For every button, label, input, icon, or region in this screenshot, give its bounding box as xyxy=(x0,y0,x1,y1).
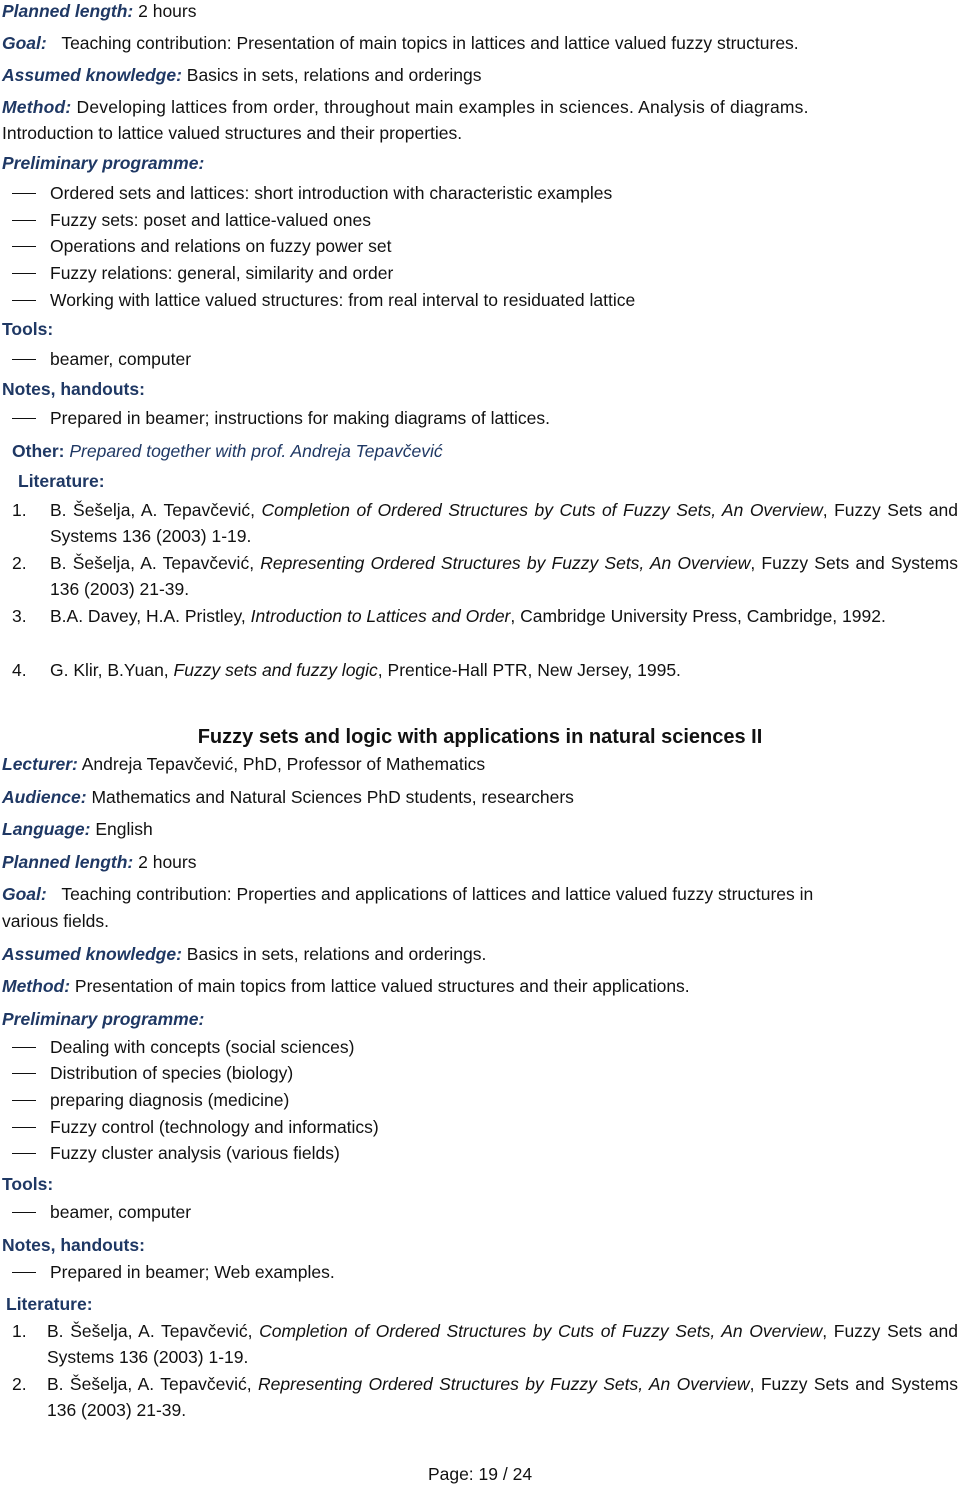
bullet-dash xyxy=(12,193,36,194)
bullet-dash xyxy=(12,1047,36,1048)
assumed-knowledge-value: Basics in sets, relations and orderings xyxy=(181,65,482,85)
audience-value: Mathematics and Natural Sciences PhD students, researchers xyxy=(86,787,574,807)
ref-number: 1. xyxy=(12,1321,27,1341)
bullet-dash xyxy=(12,300,36,301)
programme-item: preparing diagnosis (medicine) xyxy=(50,1090,290,1110)
method-value: Presentation of main topics from lattice valued structures and their applications. xyxy=(70,976,690,996)
method-line xyxy=(2,975,690,997)
bullet-dash xyxy=(12,359,36,360)
planned-length-line xyxy=(2,851,196,873)
planned-length-label: Planned length: xyxy=(2,1,134,21)
lecturer-line xyxy=(2,753,485,775)
goal-line-2: various fields. xyxy=(2,911,109,931)
goal-label: Goal: xyxy=(2,33,47,53)
language-value: English xyxy=(90,819,153,839)
reference-title: Completion of Ordered Structures by Cuts of Fuzzy Sets, An Overview xyxy=(261,500,823,520)
programme-heading: Preliminary programme: xyxy=(2,1009,205,1029)
language-line xyxy=(2,818,153,840)
programme-item: Operations and relations on fuzzy power set xyxy=(50,236,392,256)
notes-heading: Notes, handouts: xyxy=(2,379,145,399)
notes-heading: Notes, handouts: xyxy=(2,1235,145,1255)
programme-item: Dealing with concepts (social sciences) xyxy=(50,1037,355,1057)
reference-title: Introduction to Lattices and Order xyxy=(250,606,511,626)
programme-item: Working with lattice valued structures: from real interval to residuated lattice xyxy=(50,290,636,310)
tools-item: beamer, computer xyxy=(50,349,192,369)
method-line-2: Introduction to lattice valued structures and their properties. xyxy=(2,123,463,143)
method-line xyxy=(2,96,809,118)
programme-item: Distribution of species (biology) xyxy=(50,1063,294,1083)
programme-item: Ordered sets and lattices: short introduction with characteristic examples xyxy=(50,183,613,203)
programme-heading: Preliminary programme: xyxy=(2,153,205,173)
ref-number: 2. xyxy=(12,553,27,573)
assumed-knowledge-value: Basics in sets, relations and orderings. xyxy=(181,944,487,964)
goal-value: Teaching contribution: Presentation of main topics in lattices and lattice valued fuzzy structures. xyxy=(61,33,799,53)
audience-line xyxy=(2,786,574,808)
planned-length-label: Planned length: xyxy=(2,852,134,872)
assumed-knowledge-label: Assumed knowledge: xyxy=(2,944,182,964)
method-label: Method: xyxy=(2,976,71,996)
programme-item: Fuzzy relations: general, similarity and order xyxy=(50,263,394,283)
other-value: Prepared together with prof. Andreja Tepavčević xyxy=(64,441,443,461)
assumed-knowledge-line xyxy=(2,943,486,965)
reference-item: B. Šešelja, A. Tepavčević, Completion of Ordered Structures by Cuts of Fuzzy Sets, An Overview, Fuzzy Sets and Systems 136 (2003) 1-19. xyxy=(47,1321,958,1367)
reference-title: Completion of Ordered Structures by Cuts of Fuzzy Sets, An Overview xyxy=(259,1321,823,1341)
notes-item: Prepared in beamer; Web examples. xyxy=(50,1262,335,1282)
bullet-dash xyxy=(12,1100,36,1101)
page-number-footer: Page: 19 / 24 xyxy=(427,1464,533,1484)
goal-line xyxy=(2,32,799,54)
ref-number: 4. xyxy=(12,660,27,680)
lecturer-label: Lecturer: xyxy=(2,754,78,774)
reference-item: B.A. Davey, H.A. Pristley, Introduction to Lattices and Order, Cambridge University Press, Cambridge, 1992. xyxy=(50,606,886,626)
programme-item: Fuzzy control (technology and informatics) xyxy=(50,1117,379,1137)
literature-heading: Literature: xyxy=(6,1294,93,1314)
bullet-dash xyxy=(12,220,36,221)
method-label: Method: xyxy=(2,97,72,117)
reference-title: Representing Ordered Structures by Fuzzy Sets, An Overview xyxy=(260,553,751,573)
reference-item: B. Šešelja, A. Tepavčević, Completion of Ordered Structures by Cuts of Fuzzy Sets, An Overview, Fuzzy Sets and Systems 136 (2003) 1-19. xyxy=(50,500,958,546)
other-label: Other: xyxy=(12,441,65,461)
bullet-dash xyxy=(12,1073,36,1074)
bullet-dash xyxy=(12,1127,36,1128)
reference-item: G. Klir, B.Yuan, Fuzzy sets and fuzzy logic, Prentice-Hall PTR, New Jersey, 1995. xyxy=(50,660,681,680)
assumed-knowledge-label: Assumed knowledge: xyxy=(2,65,182,85)
tools-heading: Tools: xyxy=(2,1174,54,1194)
goal-label: Goal: xyxy=(2,884,47,904)
goal-value: Teaching contribution: Properties and applications of lattices and lattice valued fuzzy structures in xyxy=(61,884,814,904)
bullet-dash xyxy=(12,1212,36,1213)
reference-item: B. Šešelja, A. Tepavčević, Representing Ordered Structures by Fuzzy Sets, An Overview, Fuzzy Sets and Systems 136 (2003) 21-39. xyxy=(47,1374,958,1420)
bullet-dash xyxy=(12,418,36,419)
reference-title: Fuzzy sets and fuzzy logic xyxy=(173,660,378,680)
assumed-knowledge-line xyxy=(2,64,482,86)
lecturer-value: Andreja Tepavčević, PhD, Professor of Mathematics xyxy=(77,754,486,774)
audience-label: Audience: xyxy=(2,787,87,807)
tools-heading: Tools: xyxy=(2,319,54,339)
reference-title: Representing Ordered Structures by Fuzzy Sets, An Overview xyxy=(258,1374,750,1394)
method-value: Developing lattices from order, throughout main examples in sciences. Analysis of diagrams. xyxy=(71,97,809,117)
planned-length-value: 2 hours xyxy=(133,852,197,872)
planned-length-line xyxy=(2,0,196,22)
programme-item: Fuzzy cluster analysis (various fields) xyxy=(50,1143,340,1163)
reference-item: B. Šešelja, A. Tepavčević, Representing Ordered Structures by Fuzzy Sets, An Overview, Fuzzy Sets and Systems 136 (2003) 21-39. xyxy=(50,553,958,599)
tools-item: beamer, computer xyxy=(50,1202,192,1222)
literature-heading: Literature: xyxy=(18,471,105,491)
goal-line xyxy=(2,883,813,905)
language-label: Language: xyxy=(2,819,91,839)
bullet-dash xyxy=(12,1153,36,1154)
planned-length-value: 2 hours xyxy=(133,1,197,21)
section-title: Fuzzy sets and logic with applications in natural sciences II xyxy=(197,726,763,748)
bullet-dash xyxy=(12,1272,36,1273)
ref-number: 1. xyxy=(12,500,27,520)
ref-number: 2. xyxy=(12,1374,27,1394)
other-line xyxy=(12,440,443,462)
ref-number: 3. xyxy=(12,606,27,626)
programme-item: Fuzzy sets: poset and lattice-valued ones xyxy=(50,210,372,230)
notes-item: Prepared in beamer; instructions for making diagrams of lattices. xyxy=(50,408,550,428)
bullet-dash xyxy=(12,246,36,247)
bullet-dash xyxy=(12,273,36,274)
